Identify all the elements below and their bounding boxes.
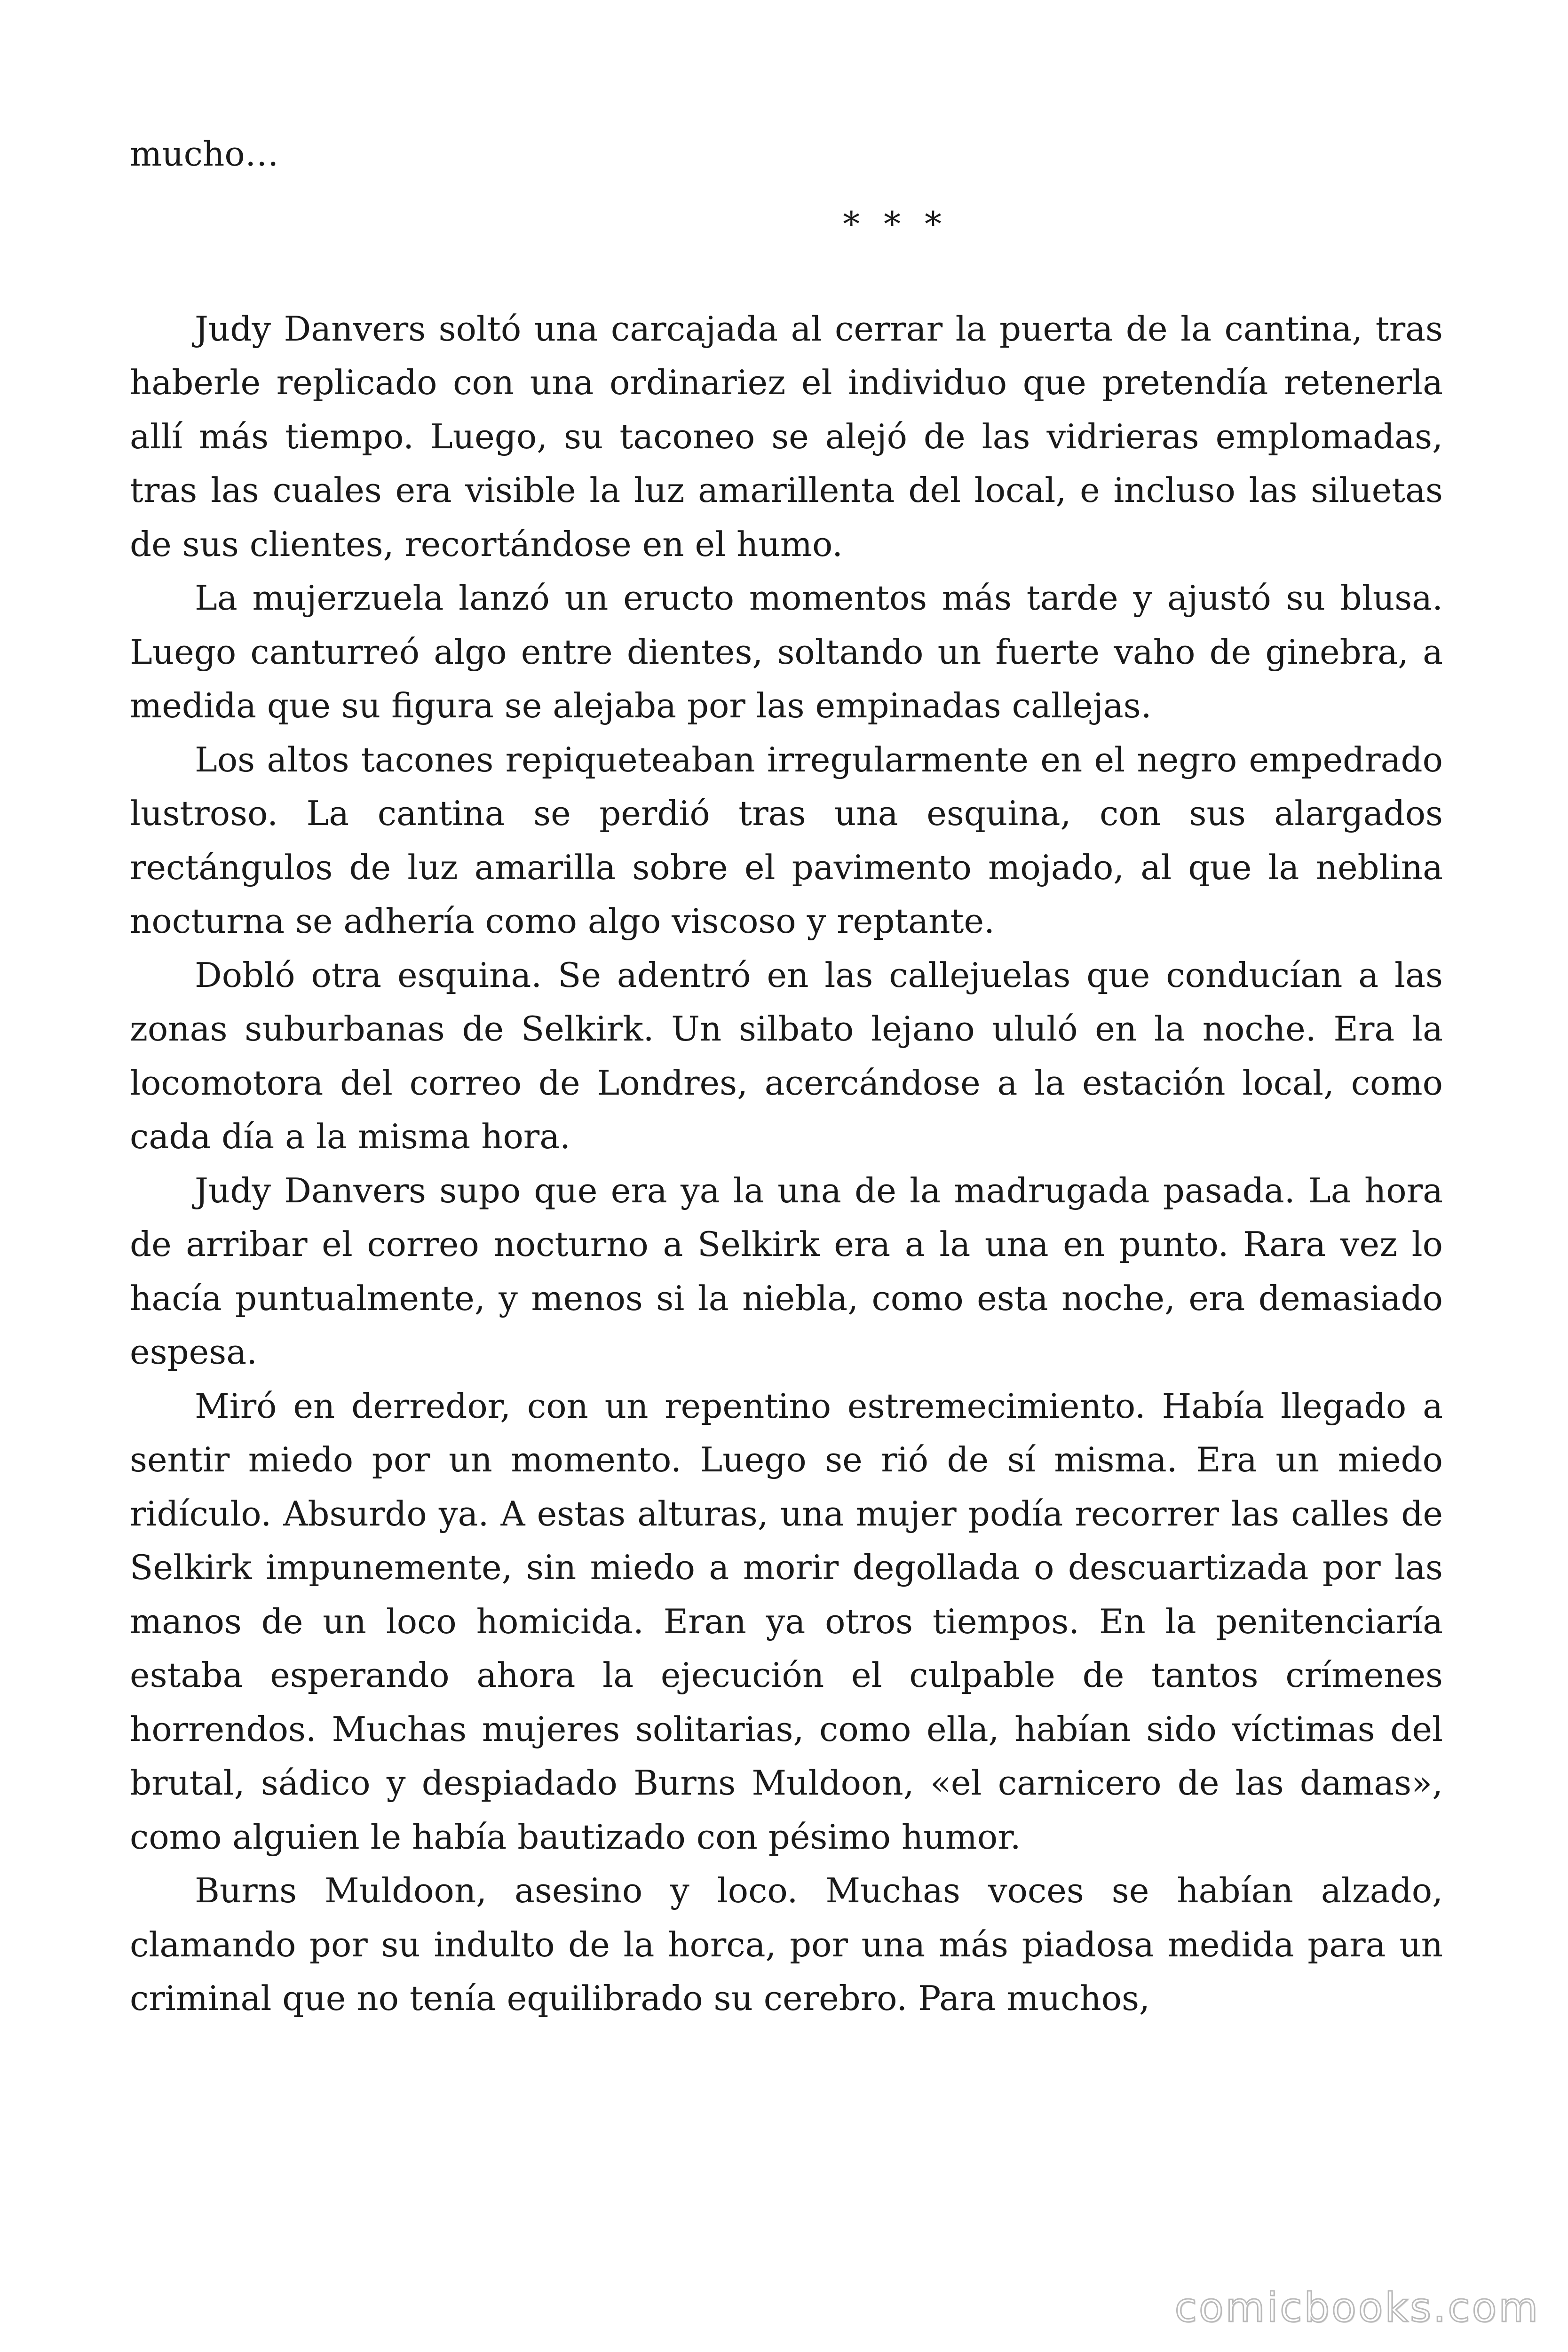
paragraph-3: Los altos tacones repiqueteaban irregularmente en el negro empedrado lustroso. La cantina se perdió tras una esquina, con sus alargados rectángulos de luz amarilla sobre el pavimento mojado, al que la neblina nocturna se adhería como algo viscoso y reptante. (130, 739, 1443, 941)
scene-break: * * * (843, 204, 948, 244)
paragraph-7: Burns Muldoon, asesino y loco. Muchas voces se habían alzado, clamando por su indulto de la horca, por una más piadosa medida para un criminal que no tenía equilibrado su cerebro. Para muchos, (130, 1871, 1443, 2018)
body-text (130, 127, 1443, 2026)
paragraph-2: La mujerzuela lanzó un eructo momentos más tarde y ajustó su blusa. Luego canturreó algo entre dientes, soltando un fuerte vaho de ginebra, a medida que su figura se alejaba por las empinadas callejas. (130, 578, 1443, 725)
paragraph-5: Judy Danvers supo que era ya la una de la madrugada pasada. La hora de arribar el correo nocturno a Selkirk era a la una en punto. Rara vez lo hacía puntualmente, y menos si la niebla, como esta noche, era demasiado espesa. (130, 1170, 1443, 1372)
watermark: comicbooks.com (1174, 2284, 1540, 2331)
paragraph-4: Dobló otra esquina. Se adentró en las callejuelas que conducían a las zonas suburbanas de Selkirk. Un silbato lejano ululó en la noche. Era la locomotora del correo de Londres, acercándose a la estación local, como cada día a la misma hora. (130, 955, 1443, 1156)
paragraph-6: Miró en derredor, con un repentino estremecimiento. Había llegado a sentir miedo por un momento. Luego se rió de sí misma. Era un miedo ridículo. Absurdo ya. A estas alturas, una mujer podía recorrer las calles de Selkirk impunemente, sin miedo a morir degollada o descuartizada por las manos de un loco homicida. Eran ya otros tiempos. En la penitenciaría estaba esperando ahora la ejecución el culpable de tantos crímenes horrendos. Muchas mujeres solitarias, como ella, habían sido víctimas del brutal, sádico y despiadado Burns Muldoon, «el carnicero de las damas», como alguien le había bautizado con pésimo humor. (130, 1386, 1443, 1857)
opening-fragment: mucho… (130, 134, 279, 174)
paragraph-1: Judy Danvers soltó una carcajada al cerrar la puerta de la cantina, tras haberle replicado con una ordinariez el individuo que pretendía retenerla allí más tiempo. Luego, su taconeo se alejó de las vidrieras emplomadas, tras las cuales era visible la luz amarillenta del local, e incluso las siluetas de sus clientes, recortándose en el humo. (130, 309, 1443, 564)
